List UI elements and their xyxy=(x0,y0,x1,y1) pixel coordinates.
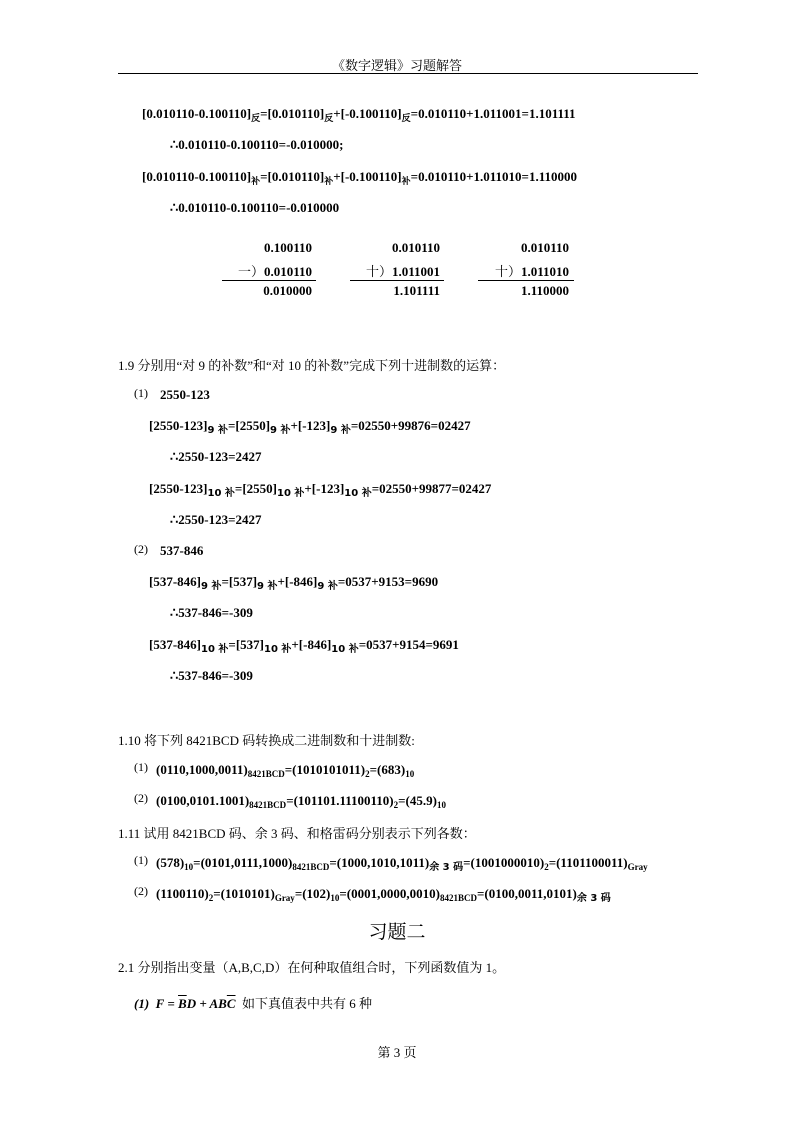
vcalc-2-result: 1.101111 xyxy=(393,283,440,298)
q21-item1: (1) $F = \overline{B}D + AB\overline{C}$ 如下真值表中共有 6 种 xyxy=(134,996,373,1011)
q19-p2-therefore2: ∴537-846=-309 xyxy=(170,668,253,683)
q19-p1-line2: $[2550-123]_{10 补}=[2550]_{10 补}+[-123]_{10 补}=02550+99877=02427$ xyxy=(149,481,492,499)
section-title: 习题二 xyxy=(368,921,426,943)
header-rule xyxy=(118,73,698,74)
vcalc-2-mid: 十）1.011001 xyxy=(365,264,440,279)
q19-p2-expr: 537-846 xyxy=(160,543,204,558)
page-header: 《数字逻辑》习题解答 xyxy=(331,58,462,73)
q111-title: 1.11 试用 8421BCD 码、余 3 码、和格雷码分别表示下列各数： xyxy=(118,826,476,841)
vcalc-3-top: 0.010110 xyxy=(520,240,569,255)
q19-p1-therefore2: ∴2550-123=2427 xyxy=(170,512,262,527)
q19-p2-line2: $[537-846]_{10 补}=[537]_{10 补}+[-846]_{10 补}=0537+9154=9691$ xyxy=(149,637,459,655)
q110-line1: $(0110,1000,0011)_{8421BCD}=(1010101011)_2=(683)_{10}$ xyxy=(156,762,415,779)
q111-line2: $(1100110)_2=(1010101)_{Gray}=(102)_{10}=(0001,0000,0010)_{8421BCD}=(0100,0011,0101)_{余 3 码}$ xyxy=(156,886,611,904)
q111-m2: (2) xyxy=(134,884,148,898)
q19-p2-line1: $[537-846]_{9 补}=[537]_{9 补}+[-846]_{9 补}=0537+9153=9690$ xyxy=(149,574,439,592)
vcalc-1-mid: 一）0.010110 xyxy=(237,264,312,279)
ones-complement-line: $[0.010110-0.100110]_反=[0.010110]_反+[-0.100110]_反=0.010110+1.011001=1.101111$ xyxy=(142,106,576,123)
vcalc-3-result: 1.110000 xyxy=(520,283,569,298)
q19-p2-therefore1: ∴537-846=-309 xyxy=(170,605,253,620)
q110-line2: $(0100,0101.1001)_{8421BCD}=(101101.11100110)_2=(45.9)_{10}$ xyxy=(156,793,446,810)
q19-p1-line1: $[2550-123]_{9 补}=[2550]_{9 补}+[-123]_{9 补}=02550+99876=02427$ xyxy=(149,418,471,436)
therefore-line-2: ∴0.010110-0.100110=-0.010000 xyxy=(170,200,340,215)
vcalc-2-rule xyxy=(350,280,444,281)
q19-title: 1.9 分别用“对 9 的补数”和“对 10 的补数”完成下列十进制数的运算： xyxy=(118,358,506,373)
q21-title: 2.1 分别指出变量（A,B,C,D）在何种取值组合时，下列函数值为 1。 xyxy=(118,960,506,975)
q111-m1: (1) xyxy=(134,853,148,867)
q110-m2: (2) xyxy=(134,791,148,805)
q19-p1-expr: 2550-123 xyxy=(160,387,210,402)
q110-title: 1.10 将下列 8421BCD 码转换成二进制数和十进制数: xyxy=(118,733,415,748)
page-number: 第 3 页 xyxy=(377,1045,417,1060)
q111-line1: $(578)_{10}=(0101,0111,1000)_{8421BCD}=(1000,1010,1011)_{余 3 码}=(1001000010)_2=(1101100011)_{Gray}$ xyxy=(156,855,648,873)
vcalc-1-rule xyxy=(222,280,316,281)
vcalc-2-top: 0.010110 xyxy=(391,240,440,255)
q19-p1-therefore1: ∴2550-123=2427 xyxy=(170,449,262,464)
function-formula: $F = \overline{B}D + AB\overline{C}$ xyxy=(155,996,236,1011)
therefore-line-1: ∴0.010110-0.100110=-0.010000; xyxy=(170,137,344,152)
q110-m1: (1) xyxy=(134,760,148,774)
vcalc-1-result: 0.010000 xyxy=(263,283,312,298)
q19-p1-marker: (1) xyxy=(134,386,148,400)
vcalc-3-mid: 十）1.011010 xyxy=(494,264,569,279)
twos-complement-line: $[0.010110-0.100110]_补=[0.010110]_补+[-0.100110]_补=0.010110+1.011010=1.110000$ xyxy=(142,169,577,186)
vcalc-1-top: 0.100110 xyxy=(263,240,312,255)
vcalc-3-rule xyxy=(478,280,574,281)
q19-p2-marker: (2) xyxy=(134,542,148,556)
